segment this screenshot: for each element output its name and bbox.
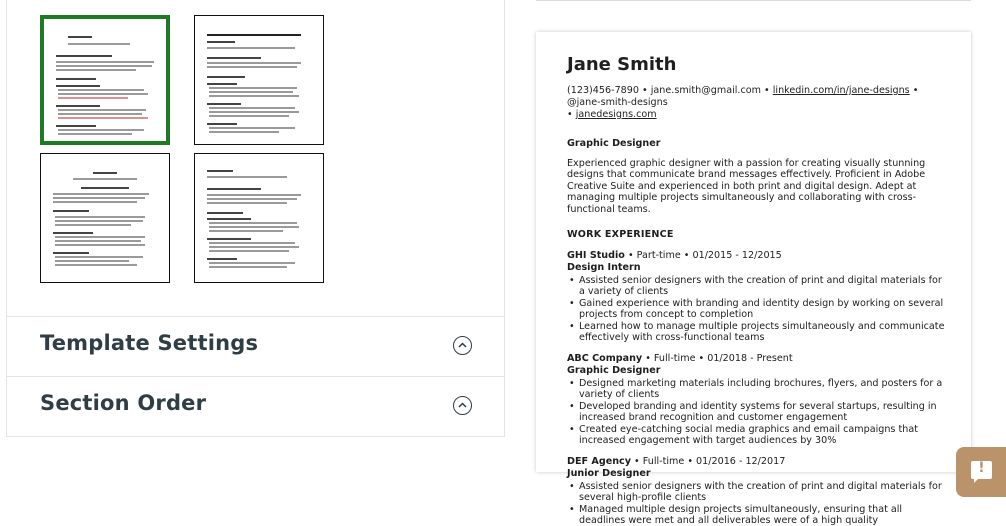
job-entry [567, 455, 947, 526]
template-settings-accordion[interactable] [7, 316, 504, 376]
contact-handle: @jane-smith-designs [567, 97, 668, 108]
resume-role: Graphic Designer [567, 138, 661, 149]
job-bullet: • Learned how to manage multiple projects simultaneously and communicate effectively with cross-functional teams [567, 321, 947, 343]
chevron-up-icon[interactable] [453, 396, 472, 415]
template-thumbnail-4[interactable] [194, 153, 324, 283]
job-company: ABC Company [567, 353, 643, 365]
contact-linkedin-link[interactable]: linkedin.com/in/jane-designs [772, 85, 910, 96]
job-entry [567, 352, 947, 446]
template-preview [207, 22, 311, 138]
job-bullet: • Managed multiple design projects simultaneously, ensuring that all deadlines were met and all deliverables were of a high quality [567, 504, 947, 526]
template-settings-title: Template Settings [40, 331, 259, 355]
job-bullet: • Assisted senior designers with the creation of print and digital materials for a variety of clients [567, 275, 947, 297]
template-gallery [7, 0, 504, 316]
job-bullets [567, 481, 947, 526]
job-meta: • Full-time • 01/2018 - Present [642, 353, 793, 365]
job-title: Design Intern [567, 262, 641, 274]
template-preview [53, 160, 157, 276]
template-preview [207, 160, 311, 276]
job-bullets [567, 275, 947, 343]
job-meta: • Part-time • 01/2015 - 12/2015 [624, 250, 782, 262]
customization-panel [6, 0, 505, 437]
job-company: DEF Agency [567, 456, 631, 468]
divider [536, 0, 971, 1]
resume-name: Jane Smith [567, 54, 677, 75]
job-entry [567, 249, 947, 343]
template-thumbnail-3[interactable] [40, 153, 170, 283]
job-meta: • Full-time • 01/2016 - 12/2017 [630, 456, 786, 468]
section-order-title: Section Order [40, 391, 207, 415]
job-title: Graphic Designer [567, 365, 661, 377]
template-preview [56, 25, 154, 135]
job-title: Junior Designer [567, 468, 651, 480]
resume-contact: (123)456-7890 • jane.smith@gmail.com • linkedin.com/in/jane-designs • @jane-smith-designs • janedesigns.com [567, 85, 919, 120]
work-experience-heading: WORK EXPERIENCE [567, 229, 674, 241]
feedback-button[interactable]: ! [956, 447, 1006, 497]
contact-email: jane.smith@gmail.com [650, 85, 761, 96]
job-bullet: • Developed branding and identity systems for several startups, resulting in increased brand recognition and customer engagement [567, 401, 947, 423]
resume-summary: Experienced graphic designer with a passion for creating visually stunning designs that communicate brand messages effectively. Proficient in Adobe Creative Suite and experienced in both print and digital design. Adept at managing multiple projects simultaneously and collaborating with cross-functional teams. [567, 158, 926, 215]
section-order-accordion[interactable] [7, 376, 504, 436]
contact-phone: (123)456-7890 [567, 85, 639, 96]
contact-website-link[interactable]: janedesigns.com [575, 109, 657, 120]
template-thumbnail-2[interactable] [194, 15, 324, 145]
resume-preview [536, 32, 971, 526]
job-bullets [567, 378, 947, 446]
job-bullet: • Designed marketing materials including brochures, flyers, and posters for a variety of clients [567, 378, 947, 400]
job-company: GHI Studio [567, 250, 625, 262]
template-thumbnail-1[interactable] [40, 15, 170, 145]
job-bullet: • Created eye-catching social media graphics and email campaigns that increased engagement with target audiences by 30% [567, 424, 947, 446]
job-bullet: • Assisted senior designers with the creation of print and digital materials for several high-profile clients [567, 481, 947, 503]
job-bullet: • Gained experience with branding and identity design by working on several projects from concept to completion [567, 298, 947, 320]
chevron-up-icon[interactable] [453, 336, 472, 355]
